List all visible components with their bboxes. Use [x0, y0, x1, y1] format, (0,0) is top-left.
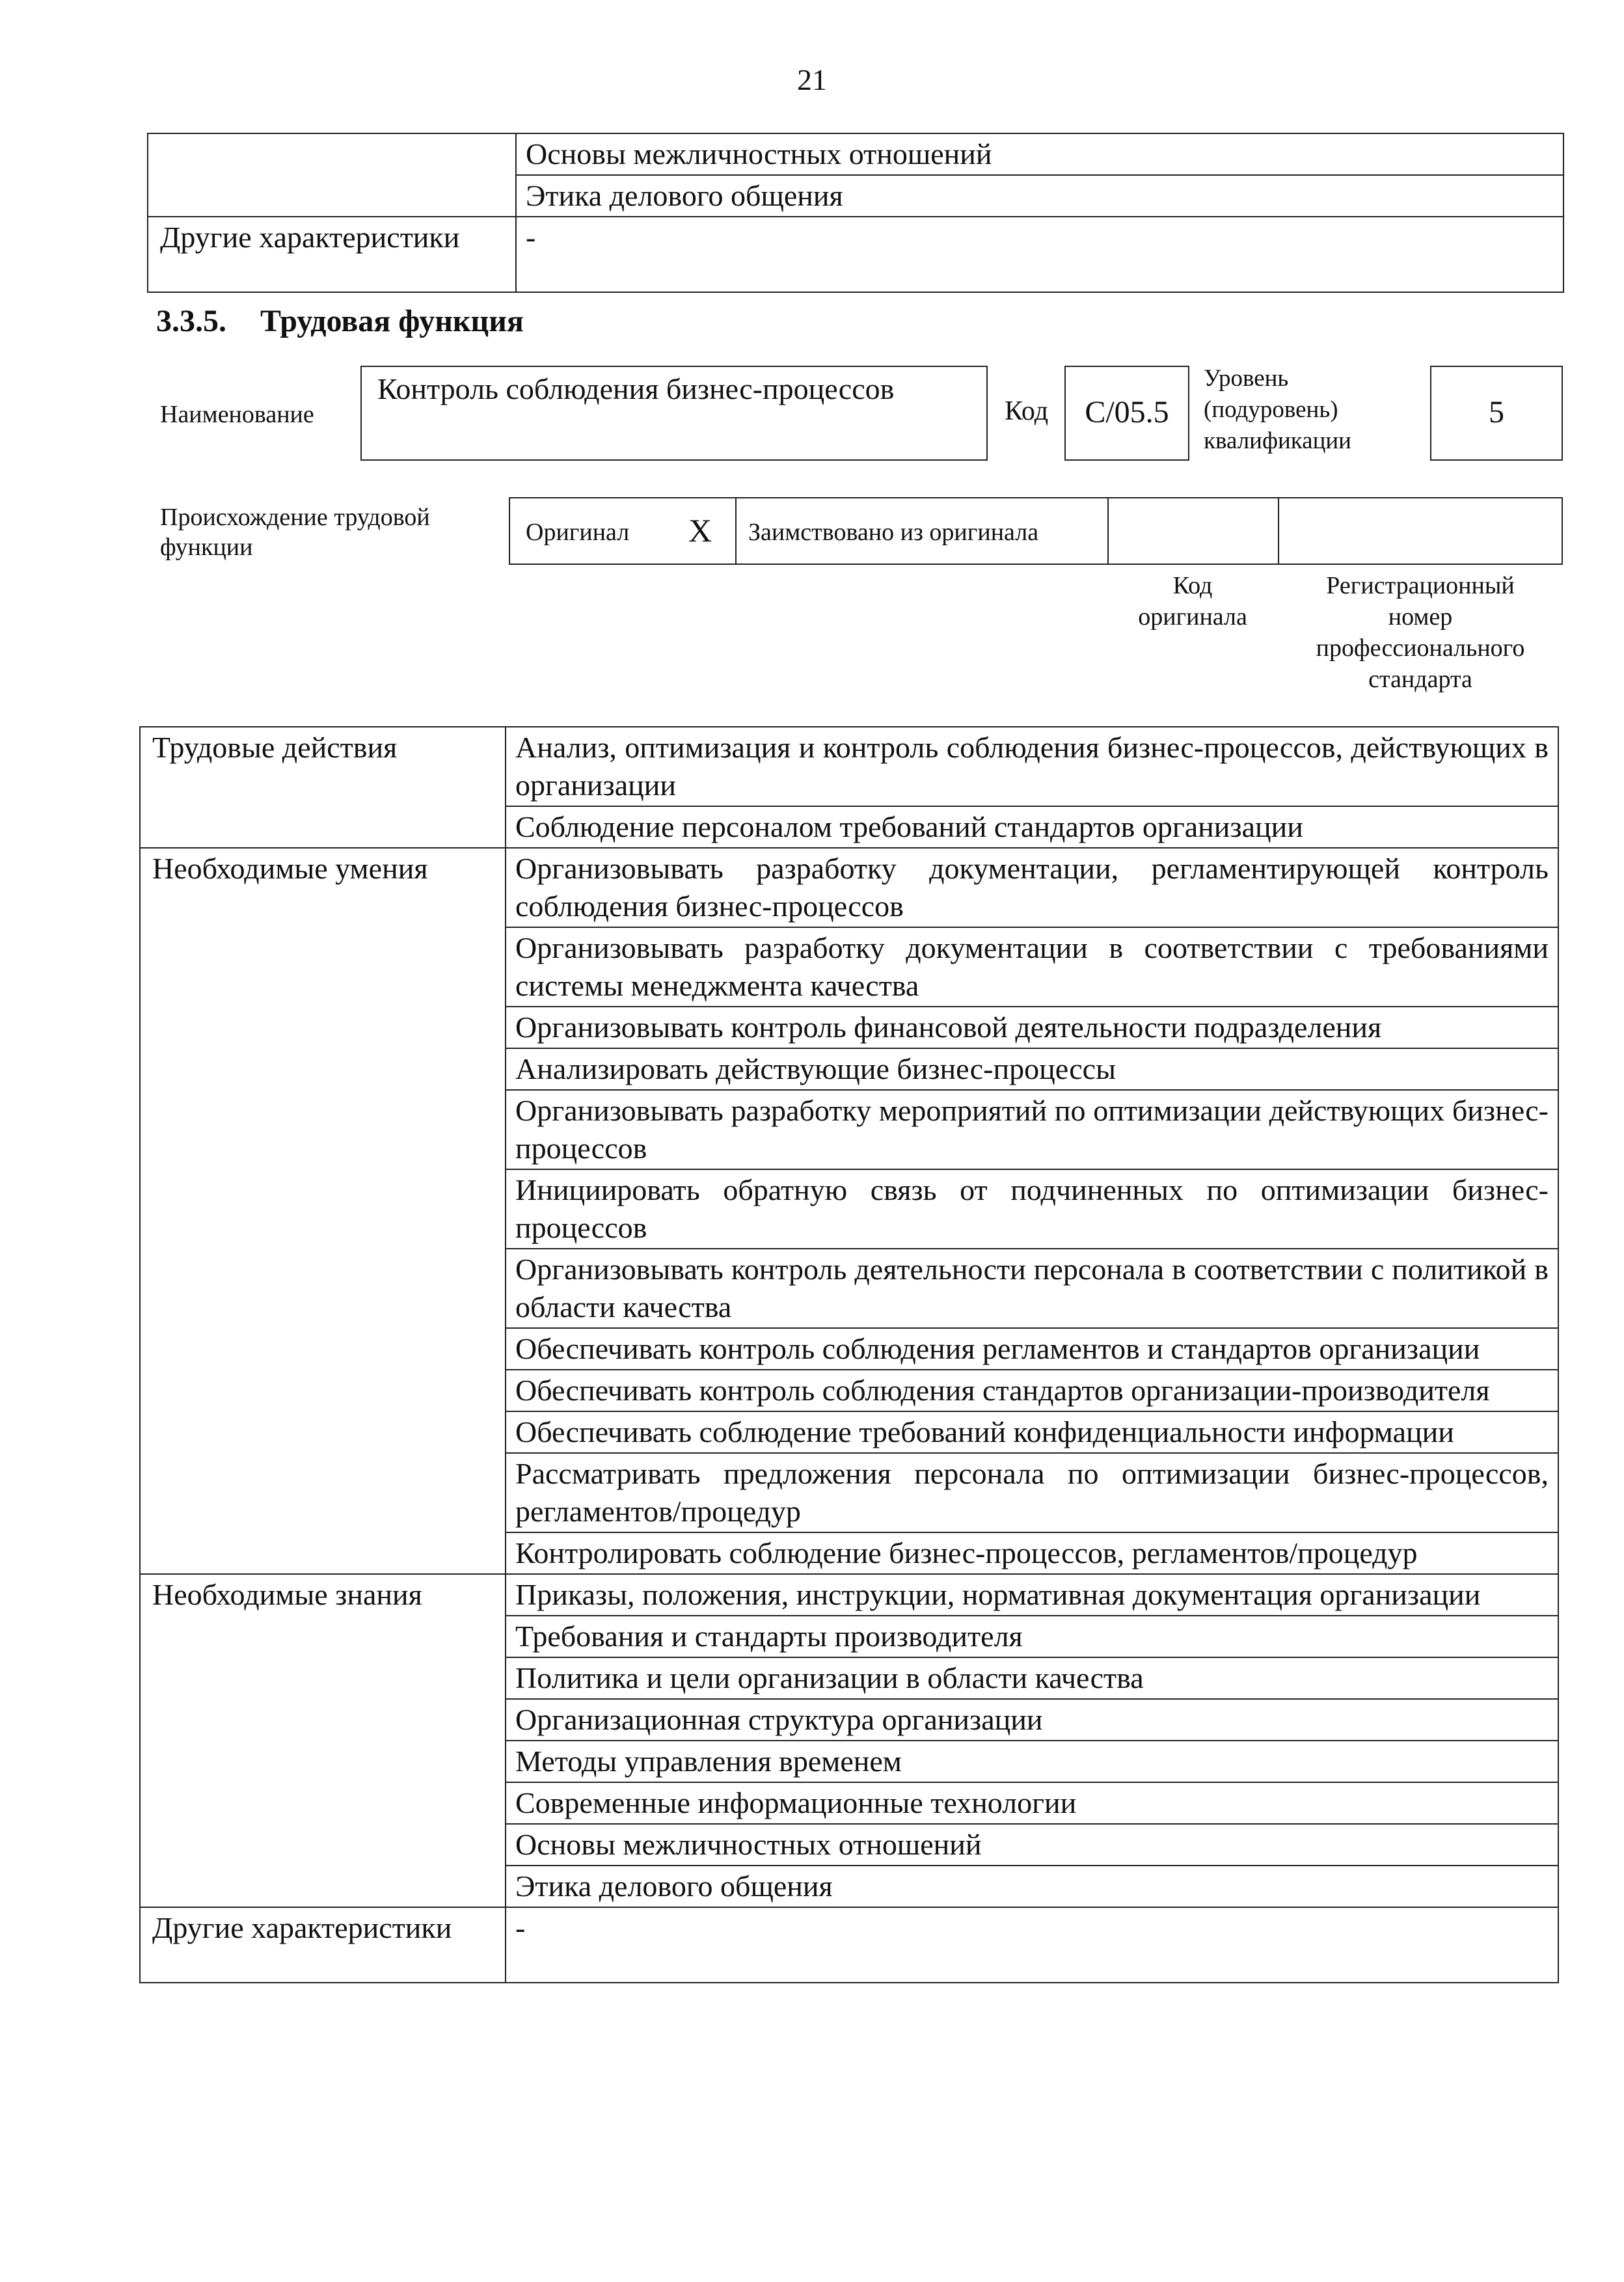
group-item: Требования и стандарты производителя — [506, 1616, 1558, 1657]
group-item: Анализировать действующие бизнес-процессы — [506, 1048, 1558, 1090]
section-title: Трудовая функция — [260, 304, 524, 338]
group-item: Политика и цели организации в области качества — [506, 1657, 1558, 1699]
borrowed-label: Заимствовано из оригинала — [748, 519, 1039, 546]
table-row — [140, 1574, 1558, 1616]
group-item: Современные информационные технологии — [506, 1782, 1558, 1824]
section-number: 3.3.5. — [156, 304, 226, 338]
caption-line: оригинала — [1138, 603, 1247, 631]
group-item: Этика делового общения — [506, 1866, 1558, 1907]
group-label: Другие характеристики — [140, 1907, 506, 1983]
caption-reg — [1278, 570, 1563, 695]
caption-line: профессионального — [1316, 634, 1525, 662]
group-item: Основы межличностных отношений — [506, 1824, 1558, 1866]
table-row — [140, 848, 1558, 927]
name-label: Наименование — [160, 401, 314, 428]
group-item: Контролировать соблюдение бизнес-процессов, регламентов/процедур — [506, 1532, 1558, 1574]
row-label: Другие характеристики — [148, 217, 516, 292]
group-item: Организовывать разработку документации в соответствии с требованиями системы менеджмента качества — [506, 927, 1558, 1007]
caption-line: Регистрационный — [1326, 572, 1515, 599]
divider — [735, 497, 737, 565]
level-value-box — [1430, 366, 1563, 461]
row-item: Этика делового общения — [516, 175, 1563, 217]
main-table — [139, 726, 1559, 1983]
row-label — [148, 133, 516, 217]
code-value-box — [1064, 366, 1189, 461]
row-item: Основы межличностных отношений — [516, 133, 1563, 175]
table-row — [140, 1907, 1558, 1983]
level-label-line: Уровень — [1204, 365, 1289, 392]
group-item: Организационная структура организации — [506, 1699, 1558, 1741]
top-table — [147, 133, 1564, 293]
page-number: 21 — [797, 63, 827, 96]
name-value: Контроль соблюдения бизнес-процессов — [377, 372, 895, 405]
group-item: Организовывать разработку мероприятий по оптимизации действующих бизнес-процессов — [506, 1090, 1558, 1169]
divider — [1107, 497, 1109, 565]
caption-line: номер — [1388, 603, 1453, 631]
level-value: 5 — [1489, 395, 1504, 429]
group-item: Организовывать контроль финансовой деятельности подразделения — [506, 1007, 1558, 1048]
level-label-line: (подуровень) — [1204, 396, 1338, 423]
group-label: Необходимые умения — [140, 848, 506, 1574]
group-item: Анализ, оптимизация и контроль соблюдения бизнес-процессов, действующих в организации — [506, 727, 1558, 806]
caption-code — [1107, 570, 1278, 632]
group-item: Методы управления временем — [506, 1741, 1558, 1782]
group-item: Приказы, положения, инструкции, нормативная документация организации — [506, 1574, 1558, 1616]
divider — [1278, 497, 1279, 565]
table-row — [140, 727, 1558, 806]
caption-line: стандарта — [1368, 666, 1472, 693]
caption-line: Код — [1172, 572, 1213, 599]
table-row — [148, 133, 1563, 175]
group-item: Обеспечивать контроль соблюдения регламентов и стандартов организации — [506, 1328, 1558, 1370]
group-label: Необходимые знания — [140, 1574, 506, 1907]
table-row — [148, 217, 1563, 292]
code-label: Код — [1005, 396, 1049, 426]
origin-label-line: функции — [160, 534, 253, 561]
level-label — [1204, 363, 1351, 457]
group-item: Инициировать обратную связь от подчиненных по оптимизации бизнес-процессов — [506, 1169, 1558, 1249]
group-item: - — [506, 1907, 1558, 1983]
code-value: C/05.5 — [1085, 395, 1169, 429]
original-label: Оригинал — [526, 519, 630, 546]
level-label-line: квалификации — [1204, 428, 1351, 454]
group-item: Обеспечивать соблюдение требований конфиденциальности информации — [506, 1411, 1558, 1453]
name-value-box — [360, 366, 988, 461]
origin-label — [160, 502, 430, 562]
row-item: - — [516, 217, 1563, 292]
group-item: Организовывать разработку документации, регламентирующей контроль соблюдения бизнес-процессов — [506, 848, 1558, 927]
group-label: Трудовые действия — [140, 727, 506, 848]
origin-label-line: Происхождение трудовой — [160, 504, 430, 531]
original-mark: X — [688, 512, 712, 549]
group-item: Организовывать контроль деятельности персонала в соответствии с политикой в области качества — [506, 1249, 1558, 1328]
group-item: Обеспечивать контроль соблюдения стандартов организации-производителя — [506, 1370, 1558, 1411]
group-item: Рассматривать предложения персонала по оптимизации бизнес-процессов, регламентов/процедур — [506, 1453, 1558, 1532]
section-heading — [156, 303, 524, 339]
group-item: Соблюдение персоналом требований стандартов организации — [506, 806, 1558, 848]
